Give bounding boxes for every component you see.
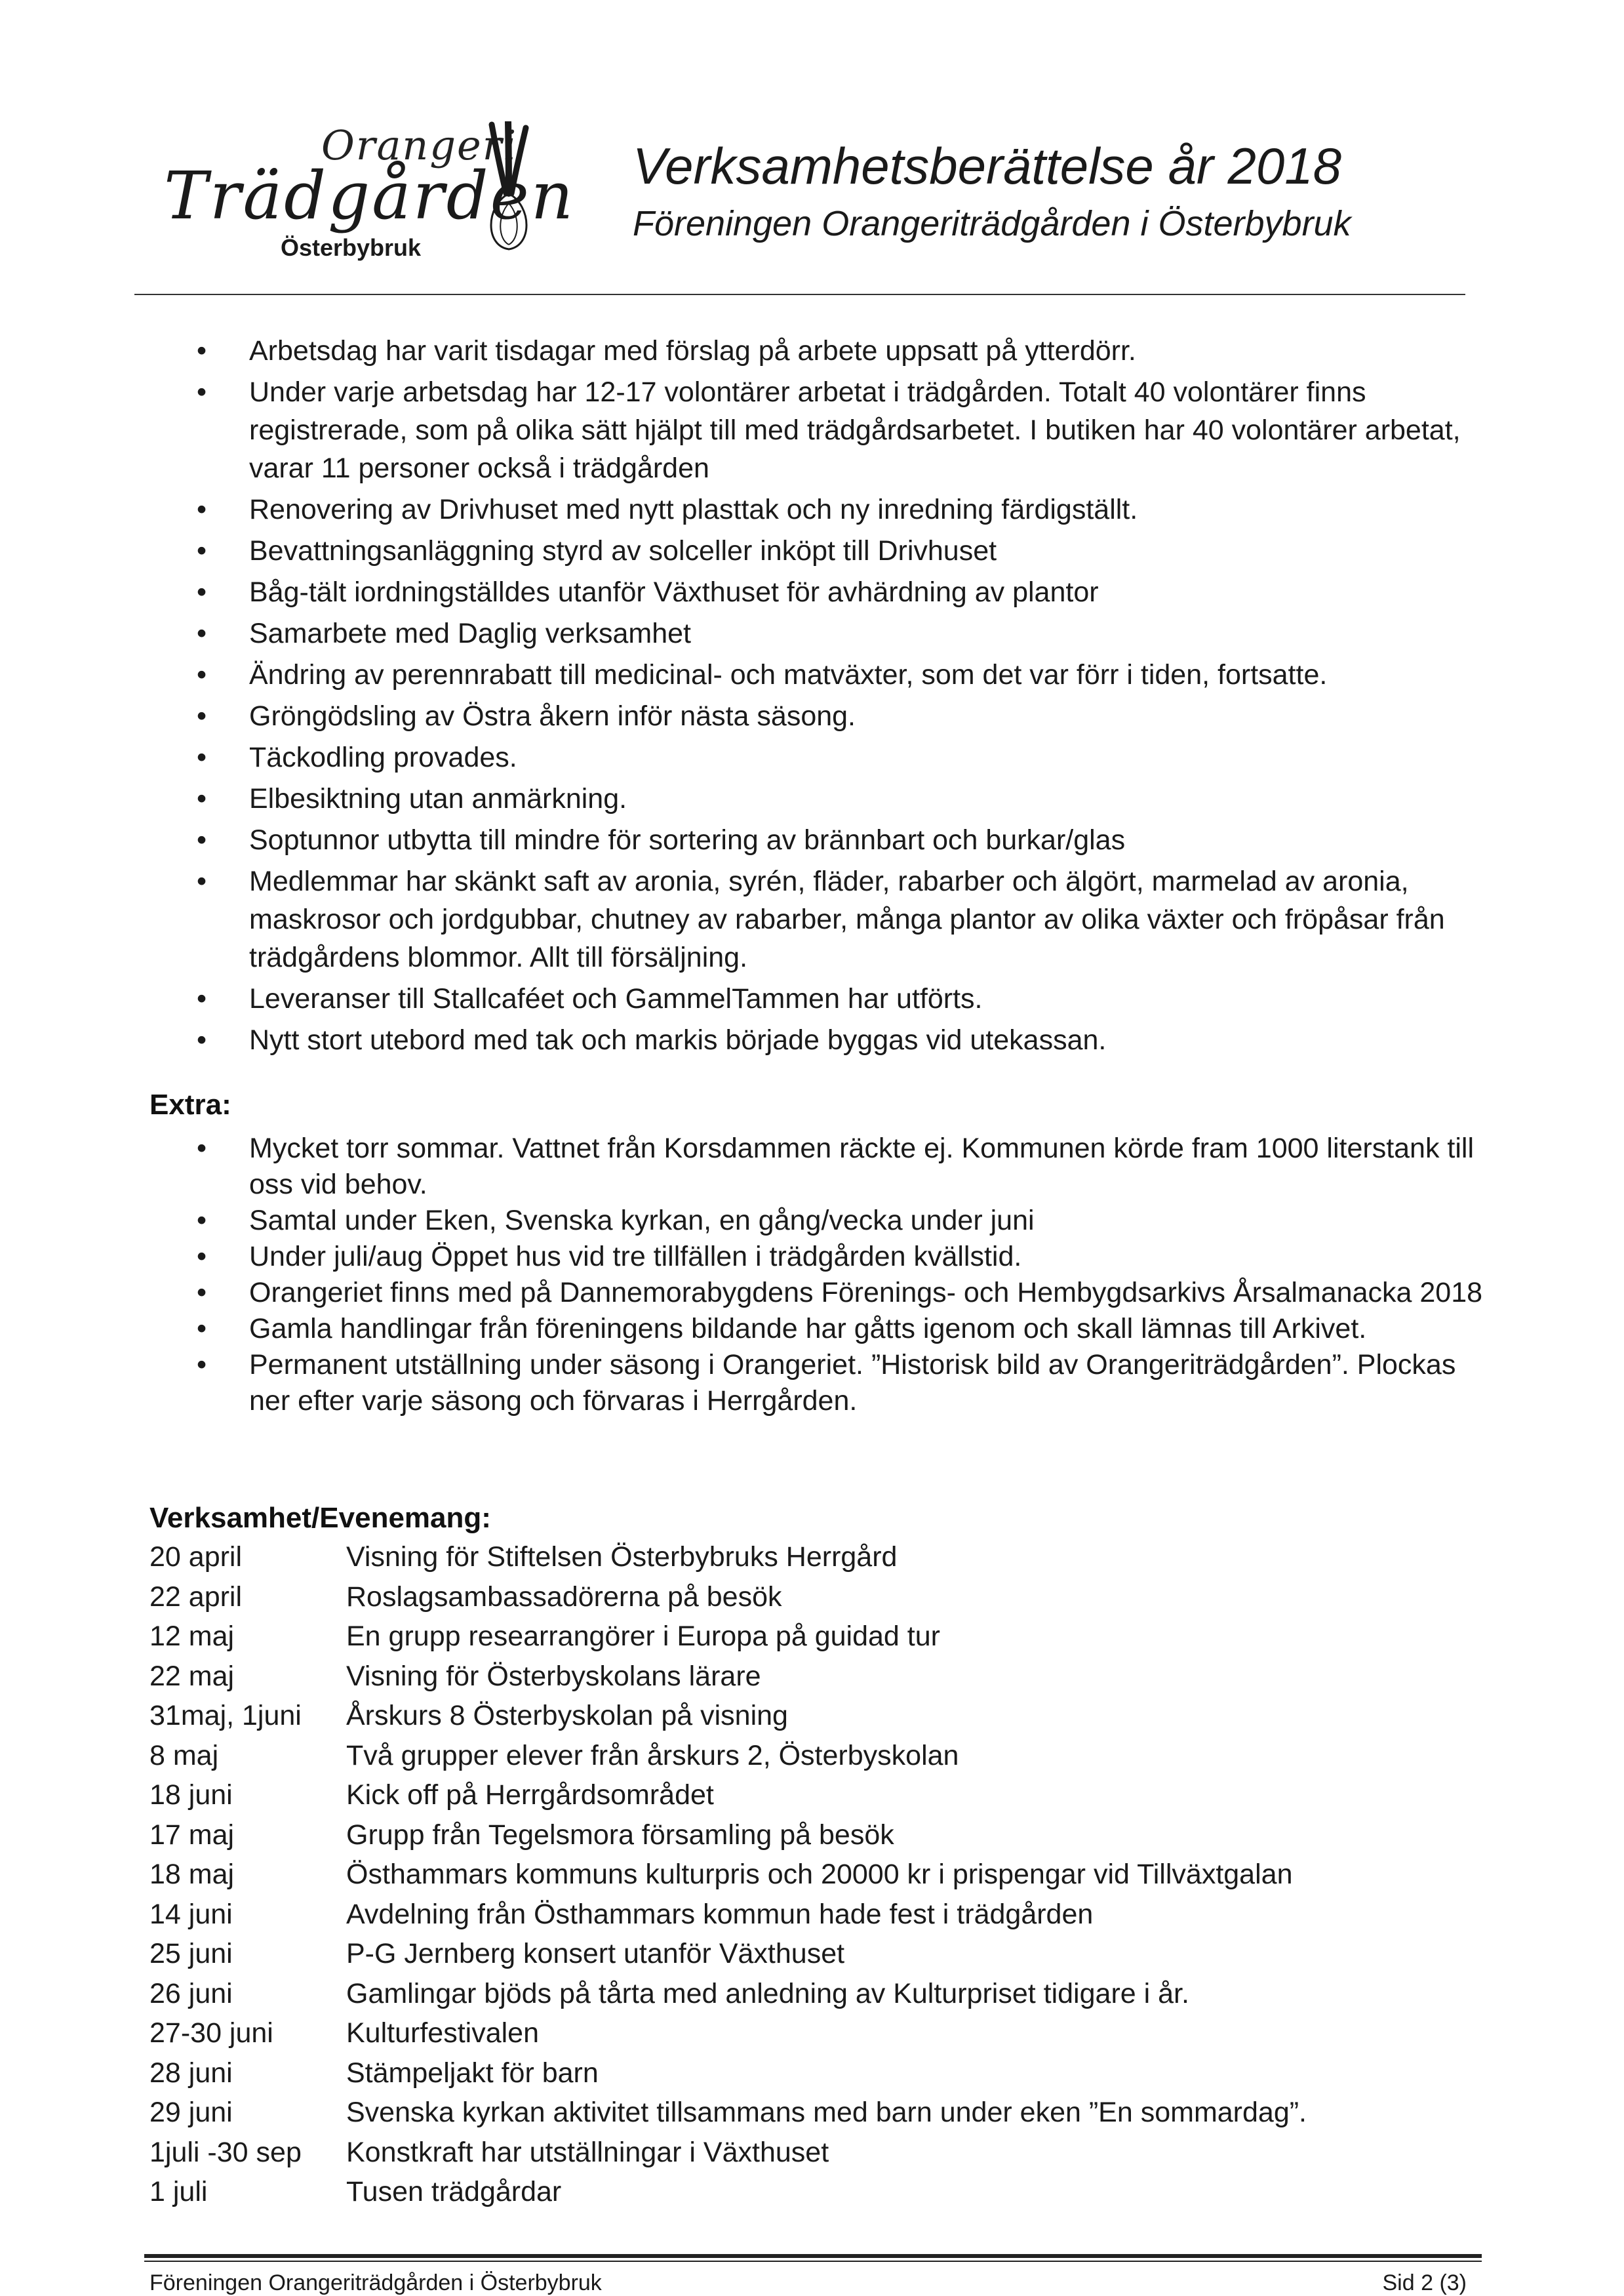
- onion-icon: [472, 121, 544, 252]
- event-description: En grupp researrangörer i Europa på guidad tur: [346, 1621, 940, 1652]
- event-description: Visning för Stiftelsen Österbybruks Herrgård: [346, 1541, 898, 1573]
- activities-list: [197, 332, 1501, 1062]
- event-description: Gamlingar bjöds på tårta med anledning av Kulturpriset tidigare i år.: [346, 1977, 1189, 2009]
- event-description: Tusen trädgårdar: [346, 2176, 562, 2207]
- event-date: 29 juni: [149, 2097, 233, 2128]
- event-date: 17 maj: [149, 1819, 235, 1851]
- event-date: 8 maj: [149, 1739, 219, 1771]
- document-title: Verksamhetsberättelse år 2018: [633, 137, 1342, 195]
- header-divider: [134, 294, 1465, 295]
- list-item: • Samtal under Eken, Svenska kyrkan, en gång/vecka under juni: [197, 1203, 1501, 1239]
- events-heading: Verksamhet/Evenemang:: [149, 1502, 491, 1534]
- table-row: [149, 1699, 1487, 1739]
- table-row: [149, 1778, 1487, 1818]
- event-date: 27-30 juni: [149, 2017, 273, 2049]
- footer-divider-thick: [144, 2254, 1482, 2258]
- extra-list: [197, 1131, 1501, 1419]
- event-date: 31maj, 1juni: [149, 1700, 302, 1731]
- event-date: 20 april: [149, 1541, 243, 1573]
- list-item: • Gröngödsling av Östra åkern inför nästa säsong.: [197, 697, 1501, 735]
- table-row: [149, 2095, 1487, 2135]
- list-item: • Renovering av Drivhuset med nytt plasttak och ny inredning färdigställt.: [197, 491, 1501, 529]
- event-description: Två grupper elever från årskurs 2, Österbyskolan: [346, 1739, 959, 1771]
- table-row: [149, 2056, 1487, 2096]
- event-description: P-G Jernberg konsert utanför Växthuset: [346, 1938, 845, 1969]
- extra-heading: Extra:: [149, 1089, 231, 1121]
- table-row: [149, 1540, 1487, 1580]
- page-number: Sid 2 (3): [1382, 2270, 1467, 2295]
- table-row: [149, 1977, 1487, 2017]
- list-item: • Leveranser till Stallcaféet och GammelTammen har utförts.: [197, 980, 1501, 1018]
- table-row: [149, 1857, 1487, 1897]
- table-row: [149, 1619, 1487, 1659]
- table-row: [149, 1580, 1487, 1620]
- list-item: • Täckodling provades.: [197, 738, 1501, 776]
- list-item: • Medlemmar har skänkt saft av aronia, syrén, fläder, rabarber och älgört, marmelad av aronia, maskrosor och jordgubbar, chutney av rabarber, många plantor av olika växter och fröpåsar från trädgårdens blommor. Allt till försäljning.: [197, 862, 1501, 977]
- event-date: 14 juni: [149, 1898, 233, 1930]
- table-row: [149, 2016, 1487, 2056]
- list-item: • Nytt stort utebord med tak och markis började byggas vid utekassan.: [197, 1021, 1501, 1059]
- event-description: Avdelning från Östhammars kommun hade fest i trädgården: [346, 1898, 1094, 1930]
- event-description: Konstkraft har utställningar i Växthuset: [346, 2136, 829, 2168]
- table-row: [149, 1659, 1487, 1699]
- table-row: [149, 1897, 1487, 1937]
- event-description: Årskurs 8 Österbyskolan på visning: [346, 1700, 788, 1731]
- event-description: Östhammars kommuns kulturpris och 20000 kr i prispengar vid Tillväxtgalan: [346, 1859, 1293, 1890]
- footer-divider-thin: [144, 2261, 1482, 2262]
- event-date: 12 maj: [149, 1621, 235, 1652]
- logo-place-text: Österbybruk: [281, 234, 422, 261]
- event-date: 18 maj: [149, 1859, 235, 1890]
- event-description: Visning för Österbyskolans lärare: [346, 1660, 761, 1692]
- event-date: 22 april: [149, 1581, 243, 1613]
- table-row: [149, 1818, 1487, 1858]
- event-description: Kulturfestivalen: [346, 2017, 539, 2049]
- event-description: Grupp från Tegelsmora församling på besök: [346, 1819, 894, 1851]
- list-item: • Elbesiktning utan anmärkning.: [197, 780, 1501, 818]
- list-item: • Bevattningsanläggning styrd av solceller inköpt till Drivhuset: [197, 532, 1501, 570]
- table-row: [149, 2135, 1487, 2175]
- table-row: [149, 2175, 1487, 2215]
- event-date: 1 juli: [149, 2176, 208, 2207]
- event-description: Stämpeljakt för barn: [346, 2057, 599, 2089]
- logo: [164, 121, 576, 285]
- list-item: • Mycket torr sommar. Vattnet från Korsdammen räckte ej. Kommunen körde fram 1000 literstank till oss vid behov.: [197, 1131, 1501, 1203]
- list-item: • Permanent utställning under säsong i Orangeriet. ”Historisk bild av Orangeriträdgården”. Plockas ner efter varje säsong och förvaras i Herrgården.: [197, 1347, 1501, 1419]
- list-item: • Gamla handlingar från föreningens bildande har gåtts igenom och skall lämnas till Arkivet.: [197, 1311, 1501, 1347]
- footer-organization: Föreningen Orangeriträdgården i Österbybruk: [149, 2270, 602, 2295]
- event-date: 18 juni: [149, 1779, 233, 1811]
- list-item: • Arbetsdag har varit tisdagar med förslag på arbete uppsatt på ytterdörr.: [197, 332, 1501, 370]
- event-description: Kick off på Herrgårdsområdet: [346, 1779, 714, 1811]
- event-date: 25 juni: [149, 1938, 233, 1969]
- logo-orangeri-text: Orangeri: [321, 121, 518, 169]
- event-description: Roslagsambassadörerna på besök: [346, 1581, 782, 1613]
- list-item: • Ändring av perennrabatt till medicinal- och matväxter, som det var förr i tiden, fortsatte.: [197, 656, 1501, 694]
- list-item: • Båg-tält iordningställdes utanför Växthuset för avhärdning av plantor: [197, 573, 1501, 611]
- list-item: • Orangeriet finns med på Dannemorabygdens Förenings- och Hembygdsarkivs Årsalmanacka 2018: [197, 1275, 1501, 1311]
- list-item: • Under varje arbetsdag har 12-17 volontärer arbetat i trädgården. Totalt 40 volontärer finns registrerade, som på olika sätt hjälpt till med trädgårdsarbetet. I butiken har 40 volontärer arbetat, varar 11 personer också i trädgården: [197, 373, 1501, 487]
- logo-tradgarden-text: Trädgården: [164, 157, 576, 234]
- event-date: 1juli -30 sep: [149, 2136, 302, 2168]
- list-item: • Under juli/aug Öppet hus vid tre tillfällen i trädgården kvällstid.: [197, 1239, 1501, 1275]
- event-date: 28 juni: [149, 2057, 233, 2089]
- event-description: Svenska kyrkan aktivitet tillsammans med barn under eken ”En sommardag”.: [346, 2097, 1307, 2128]
- table-row: [149, 1739, 1487, 1779]
- table-row: [149, 1937, 1487, 1977]
- list-item: • Soptunnor utbytta till mindre för sortering av brännbart och burkar/glas: [197, 821, 1501, 859]
- list-item: • Samarbete med Daglig verksamhet: [197, 614, 1501, 653]
- document-subtitle: Föreningen Orangeriträdgården i Österbybruk: [633, 204, 1351, 243]
- event-date: 22 maj: [149, 1660, 235, 1692]
- event-date: 26 juni: [149, 1977, 233, 2009]
- events-table: [149, 1540, 1487, 2215]
